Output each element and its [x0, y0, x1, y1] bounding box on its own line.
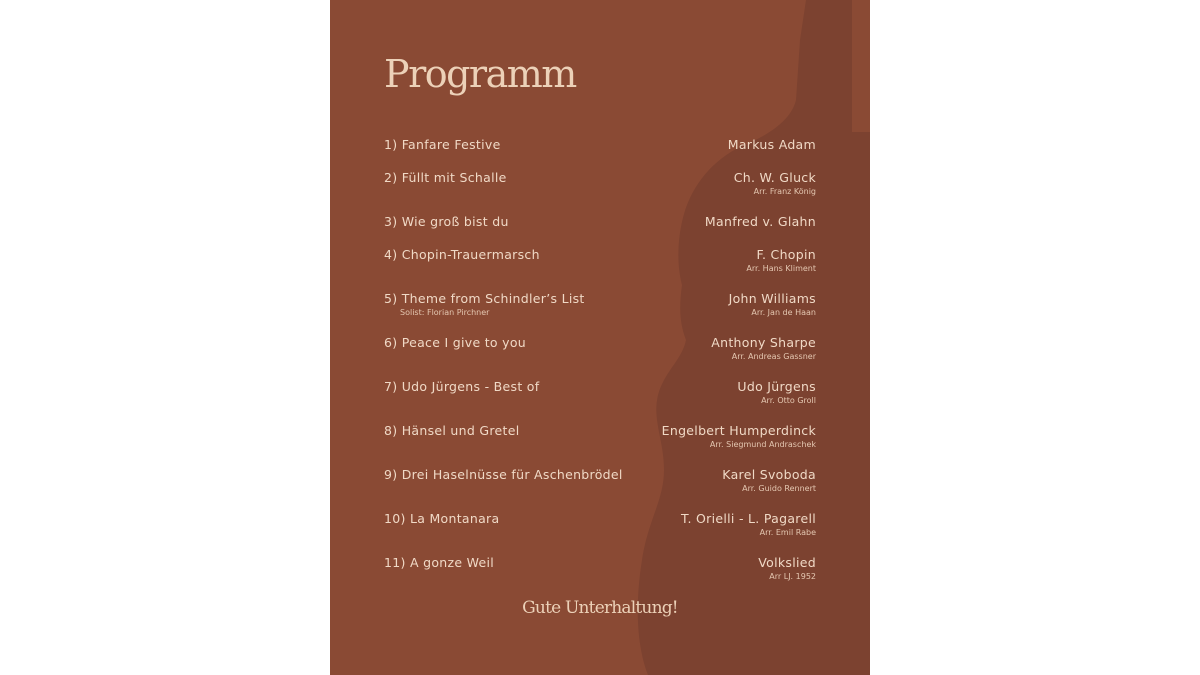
program-list	[384, 0, 816, 675]
piece-title: 3) Wie groß bist du	[384, 214, 509, 229]
arranger-name: Arr. Hans Kliment	[746, 264, 816, 273]
arranger-name: Arr LJ. 1952	[769, 572, 816, 581]
piece-title: 11) A gonze Weil	[384, 555, 495, 570]
piece-title: 9) Drei Haselnüsse für Aschenbrödel	[384, 467, 623, 482]
soloist-name: Solist: Florian Pirchner	[400, 308, 490, 317]
program-item	[384, 467, 816, 507]
composer-name: Volkslied	[758, 555, 816, 570]
composer-name: F. Chopin	[756, 247, 816, 262]
program-item	[384, 291, 816, 331]
arranger-name: Arr. Franz König	[753, 187, 816, 196]
arranger-name: Arr. Guido Rennert	[742, 484, 816, 493]
composer-name: Anthony Sharpe	[711, 335, 816, 350]
composer-name: Ch. W. Gluck	[733, 170, 816, 185]
arranger-name: Arr. Siegmund Andraschek	[709, 440, 816, 449]
program-item	[384, 379, 816, 419]
composer-name: Markus Adam	[727, 137, 816, 152]
composer-name: Udo Jürgens	[737, 379, 816, 394]
piece-title: 8) Hänsel und Gretel	[384, 423, 520, 438]
arranger-name: Arr. Andreas Gassner	[731, 352, 816, 361]
arranger-name: Arr. Otto Groll	[761, 396, 816, 405]
arranger-name: Arr. Jan de Haan	[751, 308, 816, 317]
closing-message: Gute Unterhaltung!	[522, 598, 678, 618]
page-title: Programm	[384, 52, 576, 96]
composer-name: Karel Svoboda	[722, 467, 816, 482]
piece-title: 10) La Montanara	[384, 511, 500, 526]
program-item	[384, 511, 816, 551]
program-item	[384, 335, 816, 375]
piece-title: 6) Peace I give to you	[384, 335, 527, 350]
arranger-name: Arr. Emil Rabe	[759, 528, 816, 537]
composer-name: Engelbert Humperdinck	[661, 423, 816, 438]
piece-title: 1) Fanfare Festive	[384, 137, 501, 152]
composer-name: Manfred v. Glahn	[704, 214, 816, 229]
program-item	[384, 170, 816, 210]
composer-name: John Williams	[728, 291, 816, 306]
program-page	[330, 0, 870, 675]
program-item	[384, 423, 816, 463]
piece-title: 2) Füllt mit Schalle	[384, 170, 507, 185]
piece-title: 7) Udo Jürgens - Best of	[384, 379, 540, 394]
program-item	[384, 555, 816, 595]
piece-title: 5) Theme from Schindler’s List	[384, 291, 585, 306]
program-item	[384, 247, 816, 287]
composer-name: T. Orielli - L. Pagarell	[681, 511, 816, 526]
piece-title: 4) Chopin-Trauermarsch	[384, 247, 540, 262]
